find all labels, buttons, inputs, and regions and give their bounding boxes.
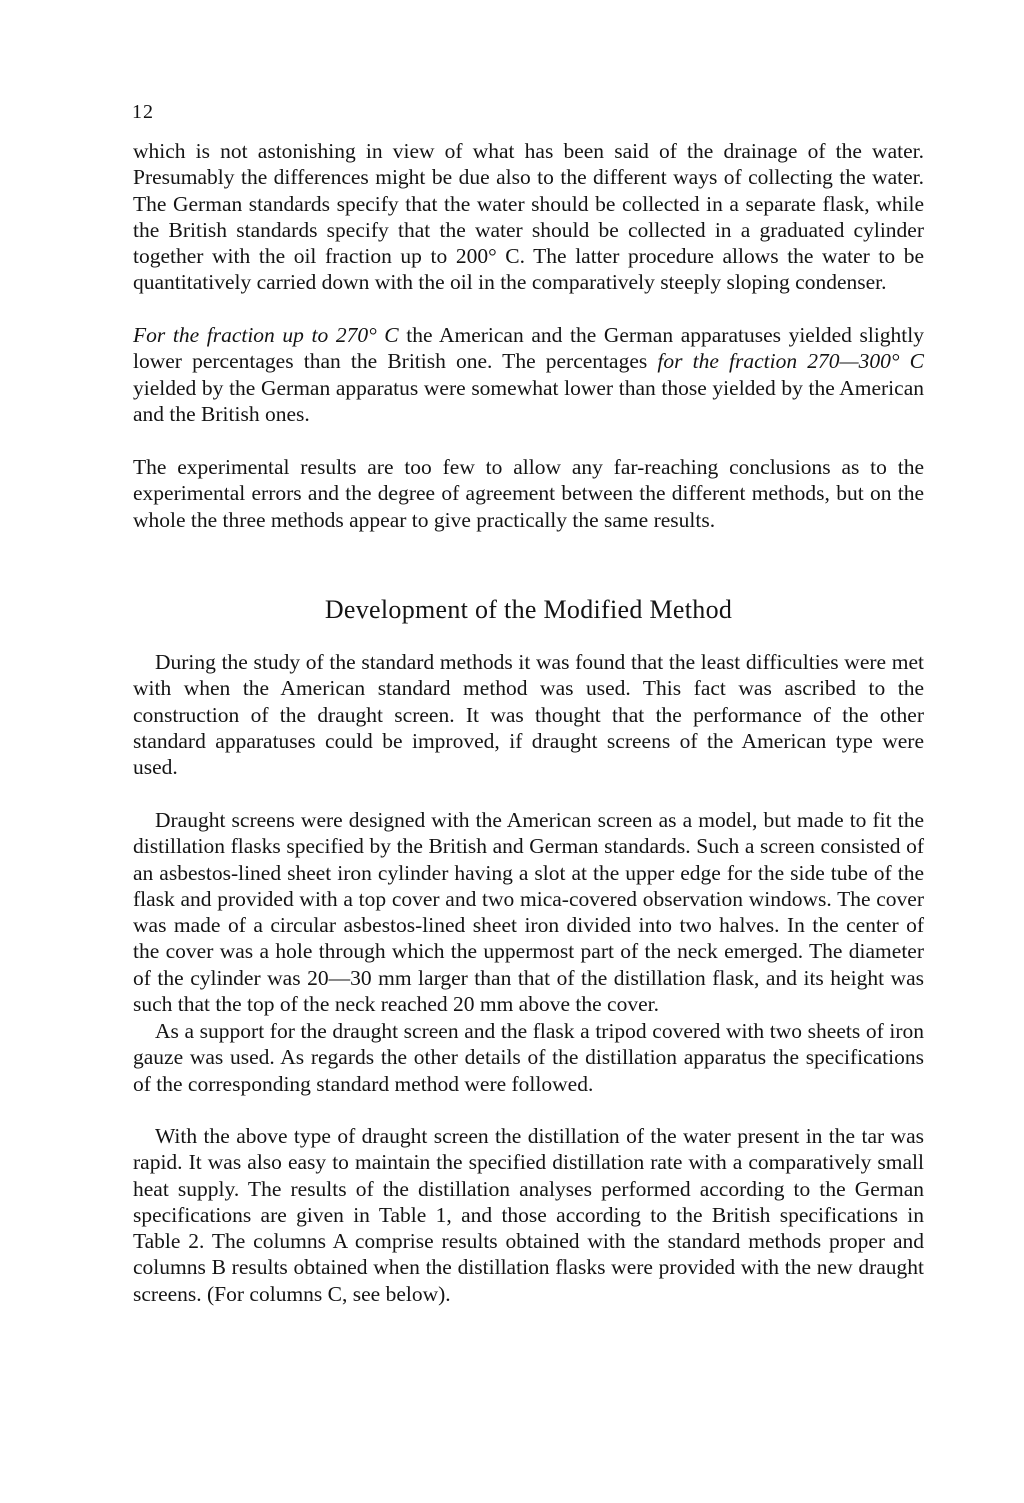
paragraph-text: The experimental results are too few to allow any far-reaching conclusions as to the experimental errors and the degree of agreement between the different methods, but on the whole the three methods appear to give practically the same results.	[133, 455, 924, 532]
paragraph-text-italic: for the fraction 270—300° C	[657, 349, 924, 374]
paragraph-text: During the study of the standard methods it was found that the least difficulties were met with when the American standard method was used. This fact was ascribed to the construction of the draught screen. It was thought that the performance of the other standard apparatuses could be improved, if draught screens of the American type were used.	[133, 650, 924, 780]
page-number: 12	[132, 101, 154, 123]
paragraph-text-italic: For the fraction up to 270° C	[133, 323, 399, 347]
paragraph-text: which is not astonishing in view of what has been said of the drainage of the water. Presumably the differences might be due also to the different ways of collecting the water. The German standards specify that the water should be collected in a separate flask, while the British standards specify that the water should be collected in a graduated cylinder together with the oil fraction up to 200° C. The latter procedure allows the water to be quantitatively carried down with the oil in the comparatively steeply sloping condenser.	[133, 139, 924, 295]
paragraph-text: yielded by the German apparatus were somewhat lower than those yielded by the American and the British ones.	[133, 375, 924, 426]
section-heading: Development of the Modified Method	[324, 595, 733, 624]
paragraph	[133, 322, 924, 427]
paragraph-text: the American and the German apparatuses yielded slightly lower percentages than the British one. The percentages	[133, 323, 924, 374]
paragraph-text: With the above type of draught screen the distillation of the water present in the tar was rapid. It was also easy to maintain the specified distillation rate with a comparatively small heat supply. The results of the distillation analyses performed according to the German specifications are given in Table 1, and those according to the British specifications in Table 2. The columns A comprise results obtained with the standard methods proper and columns B results obtained when the distillation flasks were provided with the new draught screens. (For columns C, see below).	[133, 1124, 924, 1306]
paragraph	[133, 138, 924, 296]
paragraph	[133, 1123, 924, 1307]
paragraph-text: Draught screens were designed with the American screen as a model, but made to fit the distillation flasks specified by the British and German standards. Such a screen consisted of an asbestos-lined sheet iron cylinder having a slot at the upper edge for the side tube of the flask and provided with a top cover and two mica-covered observation windows. The cover was made of a circular asbestos-lined sheet iron divided into two halves. In the center of the cover was a hole through which the uppermost part of the neck emerged. The diameter of the cylinder was 20—30 mm larger than that of the distillation flask, and its height was such that the top of the neck reached 20 mm above the cover.	[133, 808, 924, 1017]
paragraph-text: As a support for the draught screen and the flask a tripod covered with two sheets of iron gauze was used. As regards the other details of the distillation apparatus the specifications of the corresponding standard method were followed.	[133, 1019, 924, 1096]
paragraph	[133, 1018, 924, 1097]
paragraph	[133, 649, 924, 780]
paragraph	[133, 807, 924, 1017]
paragraph	[133, 454, 924, 533]
